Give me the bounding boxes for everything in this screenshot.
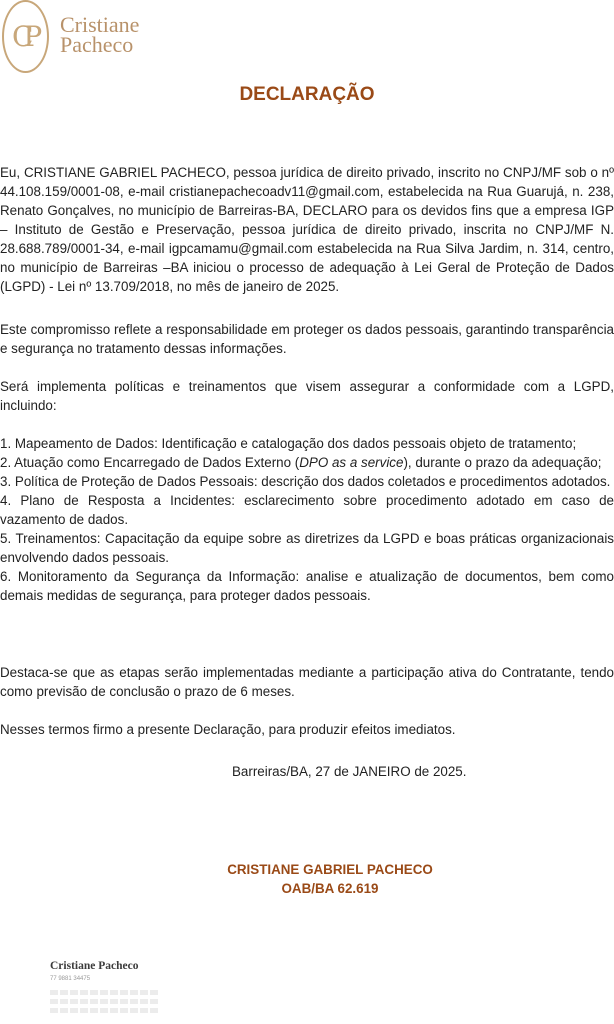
list-item: 3. Política de Proteção de Dados Pessoais: descrição dos dados coletados e procedimentos adotados.: [0, 474, 611, 489]
logo-name-line2: Pacheco: [60, 32, 134, 57]
list-item: 1. Mapeamento de Dados: Identificação e catalogação dos dados pessoais objeto de tratamento;: [0, 436, 577, 451]
paragraph-declaration: Eu, CRISTIANE GABRIEL PACHECO, pessoa jurídica de direito privado, inscrito no CNPJ/MF sob o nº 44.108.159/0001-08, e-mail cristianepachecoadv11@gmail.com, estabelecida na Rua Guarujá, n. 238, Renato Gonçalves, no município de Barreiras-BA, DECLARO para os devidos fins que a empresa IGP – Instituto de Gestão e Preservação, pessoa jurídica de direito privado, inscrita no CNPJ/MF N. 28.688.789/0001-34, e-mail igpcamamu@gmail.com estabelecida na Rua Silva Jardim, n. 314, centro, no município de Barreiras –BA iniciou o processo de adequação à Lei Geral de Proteção de Dados (LGPD) - Lei nº 13.709/2018, no mês de janeiro de 2025.: [0, 165, 614, 294]
paragraph-closing: Nesses termos firmo a presente Declaração, para produzir efeitos imediatos.: [0, 722, 456, 737]
signer-oab: OAB/BA 62.619: [281, 881, 379, 896]
place-date: Barreiras/BA, 27 de JANEIRO de 2025.: [232, 764, 467, 779]
logo: [0, 0, 160, 80]
footer-phone: 77 9881 34475: [50, 976, 91, 982]
paragraph-commitment: Este compromisso reflete a responsabilidade em proteger os dados pessoais, garantindo transparência e segurança no tratamento dessas informações.: [0, 322, 614, 356]
logo-monogram: CP: [12, 20, 33, 53]
signature-block: [0, 860, 614, 898]
footer-brand: Cristiane Pacheco: [50, 960, 139, 972]
list-item: 5. Treinamentos: Capacitação da equipe sobre as diretrizes da LGPD e boas práticas organizacionais envolvendo dados pessoais.: [0, 531, 614, 565]
paragraph-policies: Será implementa políticas e treinamentos que visem assegurar a conformidade com a LGPD, incluindo:: [0, 379, 614, 413]
list-item: 6. Monitoramento da Segurança da Informação: analise e atualização de documentos, bem como demais medidas de segurança, para proteger dados pessoais.: [0, 569, 614, 603]
list-item: 4. Plano de Resposta a Incidentes: esclarecimento sobre procedimento adotado em caso de vazamento de dados.: [0, 493, 614, 527]
document-title: DECLARAÇÃO: [239, 84, 375, 105]
paragraph-stages: Destaca-se que as etapas serão implementadas mediante a participação ativa do Contratante, tendo como previsão de conclusão o prazo de 6 meses.: [0, 665, 614, 699]
logo-name-line1: Cristiane: [60, 12, 140, 37]
signer-name: CRISTIANE GABRIEL PACHECO: [227, 862, 433, 877]
logo-name: [60, 12, 140, 57]
list-item: 2. Atuação como Encarregado de Dados Externo (DPO as a service), durante o prazo da adequação;: [0, 455, 602, 470]
policy-list: [0, 434, 614, 605]
footer-decoration: [50, 990, 160, 1017]
